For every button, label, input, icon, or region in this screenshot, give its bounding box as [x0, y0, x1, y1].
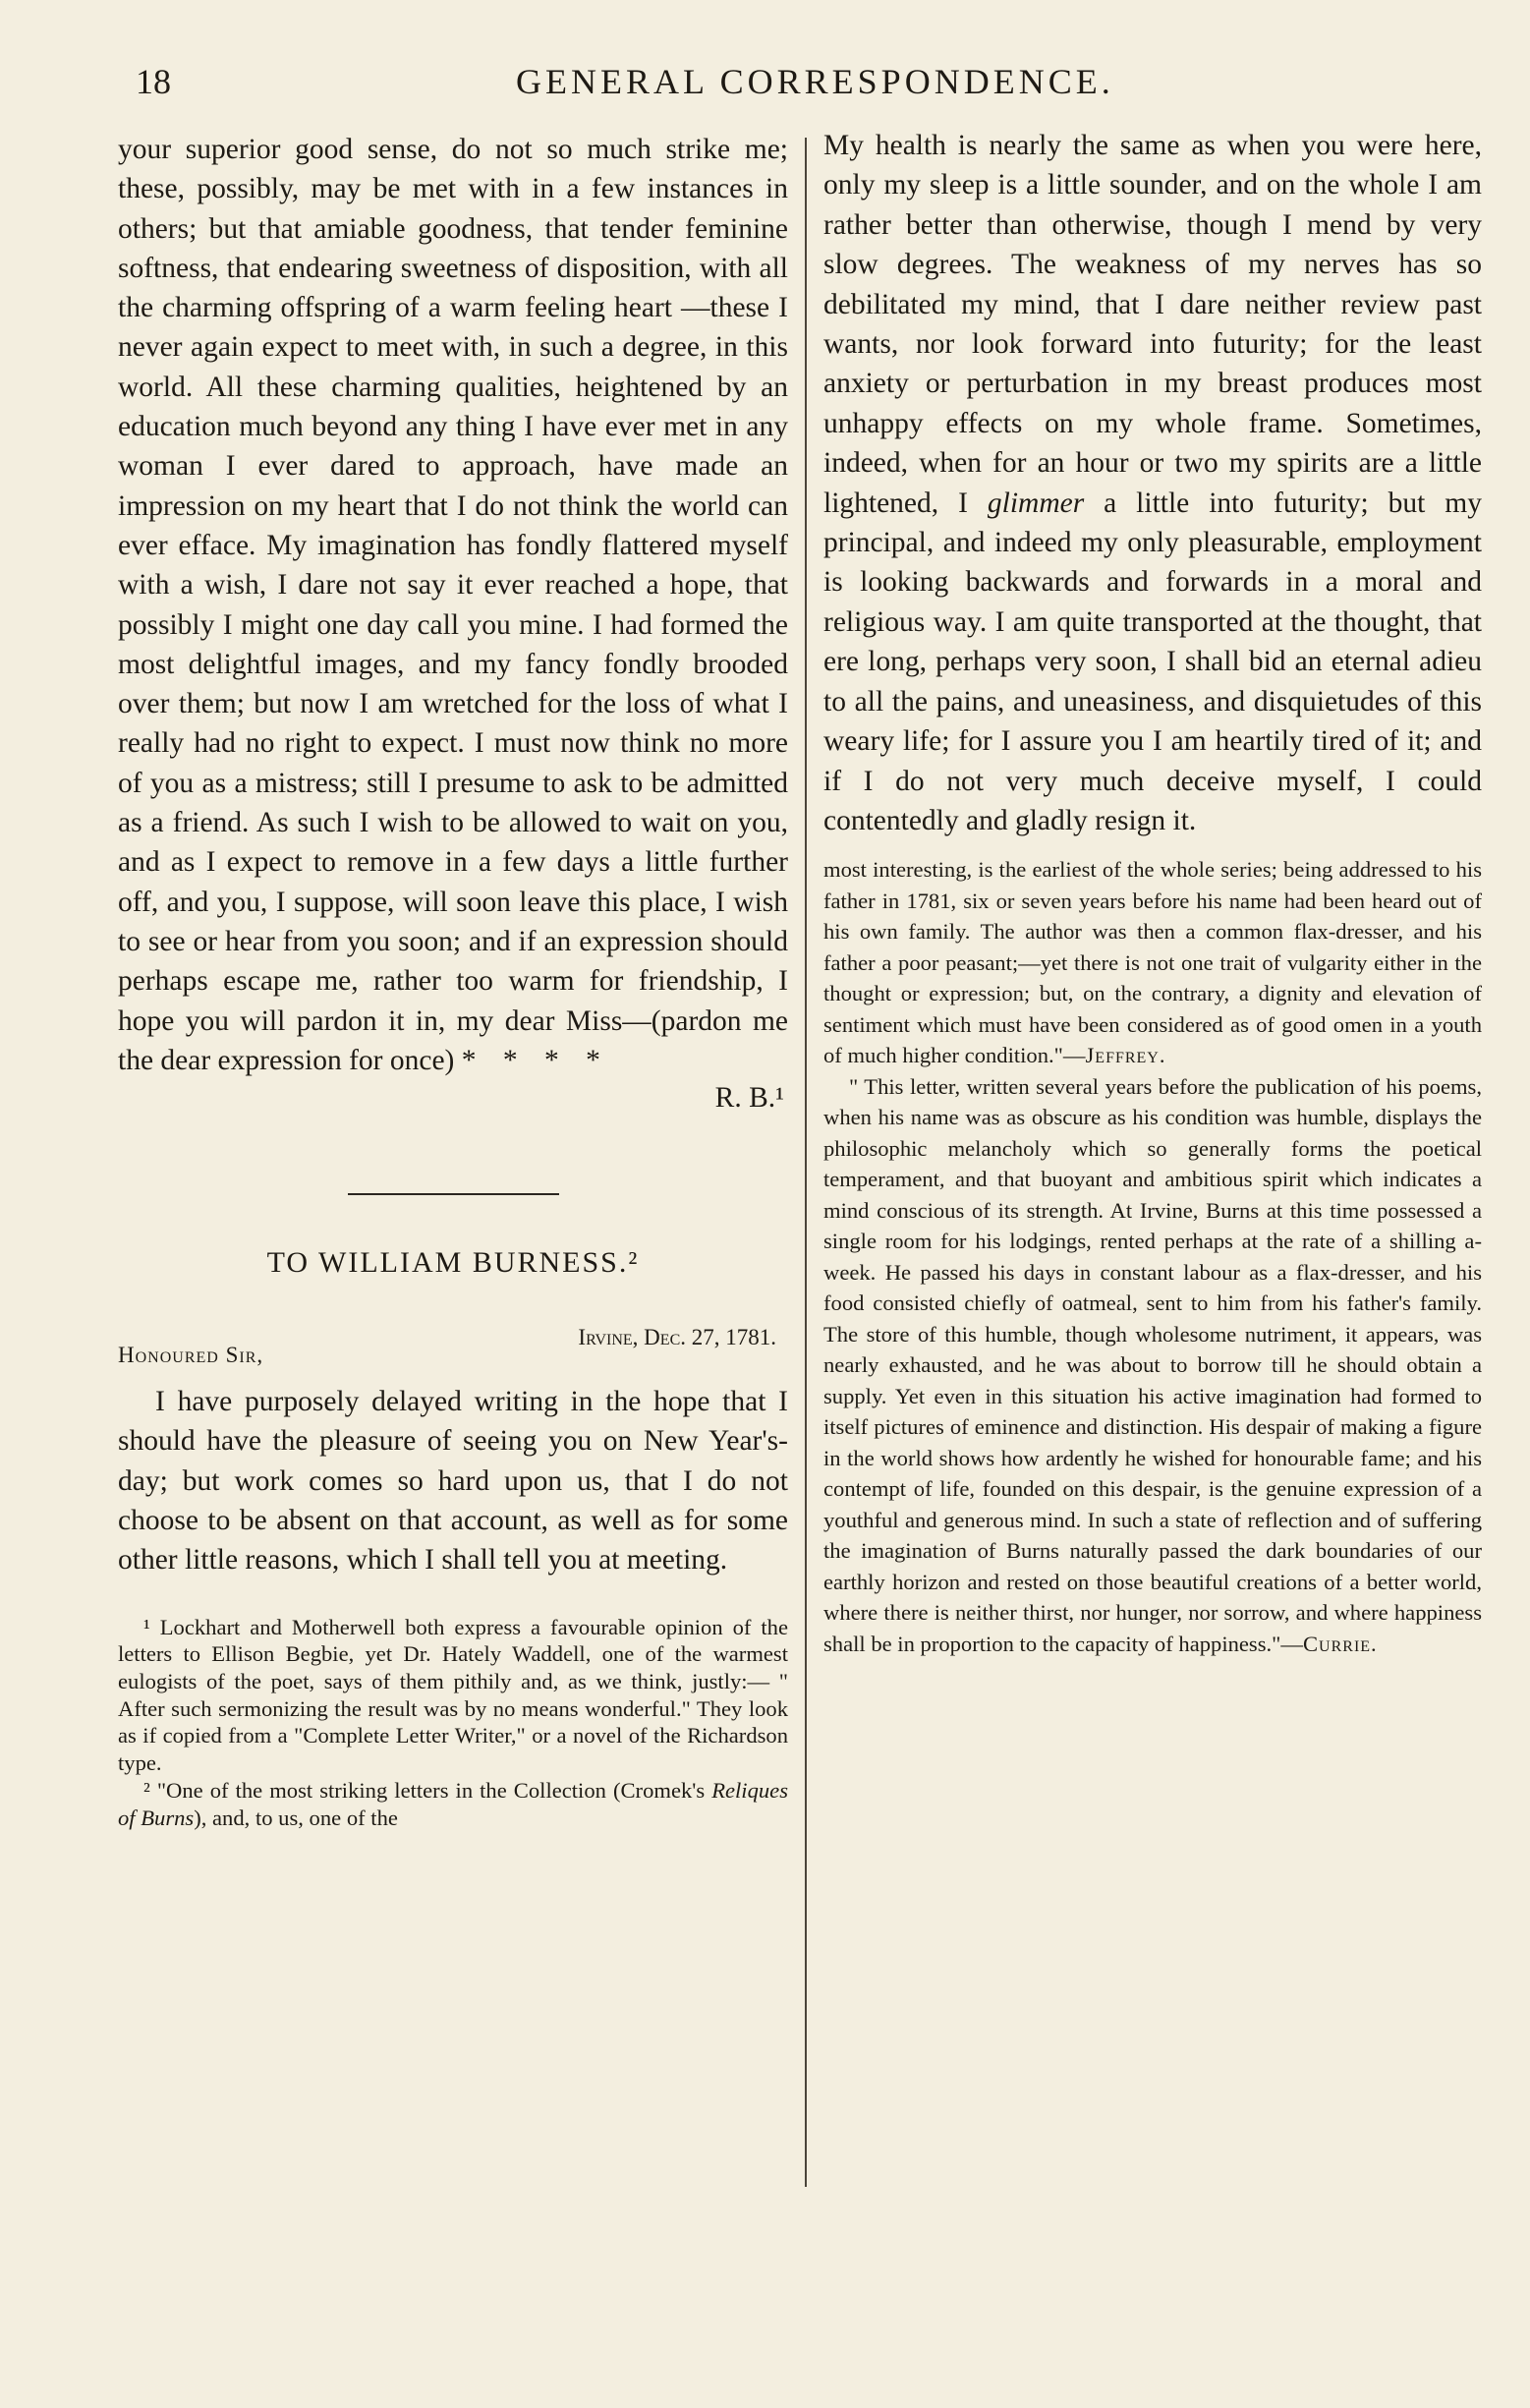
letter-continuation [823, 126, 1482, 840]
right-footnotes [823, 854, 1482, 1659]
letter-continued-text [118, 130, 788, 1080]
letter-title: TO WILLIAM BURNESS.² [266, 1246, 640, 1280]
footnote-1: ¹ Lockhart and Motherwell both express a favourable opinion of the letters to Ellison Begbie, yet Dr. Hately Waddell, one of the warmest eulogists of the poet, says of them pithily and, as we think, justly:— " After such sermonizing the result was by no means wonderful." They look as if copied from a "Complete Letter Writer," or a novel of the Richardson type. [118, 1614, 788, 1776]
footnotes [118, 1614, 788, 1832]
footnote-attribution-currie: Currie. [1302, 1631, 1378, 1656]
letter-continued-body: your superior good sense, do not so much strike me; these, possibly, may be met with in a few instances in others; but that amiable goodness, that tender feminine softness, that endearing sweetness of disposition, with all the charming offspring of a warm feeling heart —these I never again expect to meet with, in such a degree, in this world. All these charming qualities, heightened by an education much beyond any thing I have ever met in any woman I ever dared to approach, have made an impression on my heart that I do not think the world can ever efface. My imagination has fondly flattered myself with a wish, I dare not say it ever reached a hope, that possibly I might one day call you mine. I had formed the most delightful images, and my fancy fondly brooded over them; but now I am wretched for the loss of what I really had no right to expect. I must now think no more of you as a mistress; still I presume to ask to be admitted as a friend. As such I wish to be allowed to wait on you, and as I expect to remove in a few days a little further off, and you, I suppose, will soon leave this place, I wish to see or hear from you soon; and if an expression should perhaps escape me, rather too warm for friendship, I hope you will pardon it in, my dear Miss—(pardon me the dear expression for once) [118, 134, 788, 1076]
running-head: GENERAL CORRESPONDENCE. [516, 62, 1114, 101]
footnote-2-italic: Reliques of Burns [118, 1777, 788, 1830]
footnote-2-tail: ), and, to us, one of the [194, 1805, 398, 1830]
letter-body: I have purposely delayed writing in the hope that I should have the pleasure of seeing you on New Year's-day; but work comes so hard upon us, that I do not choose to be absent on that account, as well as for some other little reasons, which I shall tell you at meeting. [118, 1386, 788, 1577]
left-column [118, 130, 788, 1831]
footnote-2-lead: ² "One of the most striking letters in the Collection (Cromek's [143, 1777, 712, 1803]
footnote-attribution-jeffrey: Jeffrey. [1085, 1043, 1166, 1068]
page-number: 18 [136, 62, 171, 101]
salutation: Honoured Sir, [118, 1343, 264, 1368]
letter-continuation-a: My health is nearly the same as when you were here, only my sleep is a little sounder, and on the whole I am rather better than otherwise, though I mend by very slow degrees. The weakness of my nerves has so debilitated my mind, that I dare neither review past wants, nor look forward into futurity; for the least anxiety or perturbation in my breast produces most unhappy effects on my whole frame. Sometimes, indeed, when for an hour or two my spirits are a little lightened, I [823, 130, 1482, 519]
footnote-2 [118, 1777, 788, 1831]
footnote-2-continued [823, 854, 1482, 1071]
footnote-2-continued-text: most interesting, is the earliest of the whole series; being addressed to his father in 1781, six or seven years before his name had been heard out of his own family. The author was then a common flax-dresser, and his father a poor peasant;—yet there is not one trait of vulgarity either in the thought or expression; but, on the contrary, a dignity and elevation of sentiment which must have been considered as of good omen in a youth of much higher condition."— [823, 857, 1482, 1068]
dateline: Irvine, Dec. 27, 1781. [578, 1325, 776, 1350]
page-header [0, 61, 1530, 120]
signoff: R. B.¹ [714, 1082, 784, 1115]
footnote-2-second-text: " This letter, written several years before the publication of his poems, when his name was as obscure as his condition was humble, displays the philosophic melancholy which so generally forms the poetical temperament, and that buoyant and ambitious spirit which indicates a mind conscious of its strength. At Irvine, Burns at this time possessed a single room for his lodgings, rented perhaps at the rate of a shilling a-week. He passed his days in constant labour as a flax-dresser, and his food consisted chiefly of oatmeal, sent to him from his father's family. The store of this humble, though wholesome nutriment, it appears, was nearly exhausted, and he was about to borrow till he should obtain a supply. Yet even in this situation his active imagination had formed to itself pictures of eminence and distinction. His despair of making a figure in the world shows how ardently he wished for honourable fame; and his contempt of life, founded on this despair, is the genuine expression of a youthful and generous mind. In such a state of reflection and of suffering the imagination of Burns naturally passed the dark boundaries of our earthly horizon and rested on those beautiful creations of a better world, where there is neither thirst, nor hunger, nor sorrow, and where happiness shall be in proportion to the capacity of happiness."— [823, 1073, 1482, 1656]
right-column [823, 126, 1482, 1659]
asterisks: * * * * [461, 1044, 610, 1076]
section-rule [348, 1193, 559, 1195]
letter-italic-word: glimmer [987, 487, 1085, 519]
letter-continuation-b: a little into futurity; but my principal, and indeed my only pleasurable, employment is looking backwards and forwards in a moral and religious way. I am quite transported at the thought, that ere long, perhaps very soon, I shall bid an eternal adieu to all the pains, and uneasiness, and disquietudes of this weary life; for I assure you I am heartily tired of it; and if I do not very much deceive myself, I could contentedly and gladly resign it. [823, 487, 1482, 836]
footnote-2-second-quote [823, 1071, 1482, 1660]
column-divider [805, 138, 807, 2187]
